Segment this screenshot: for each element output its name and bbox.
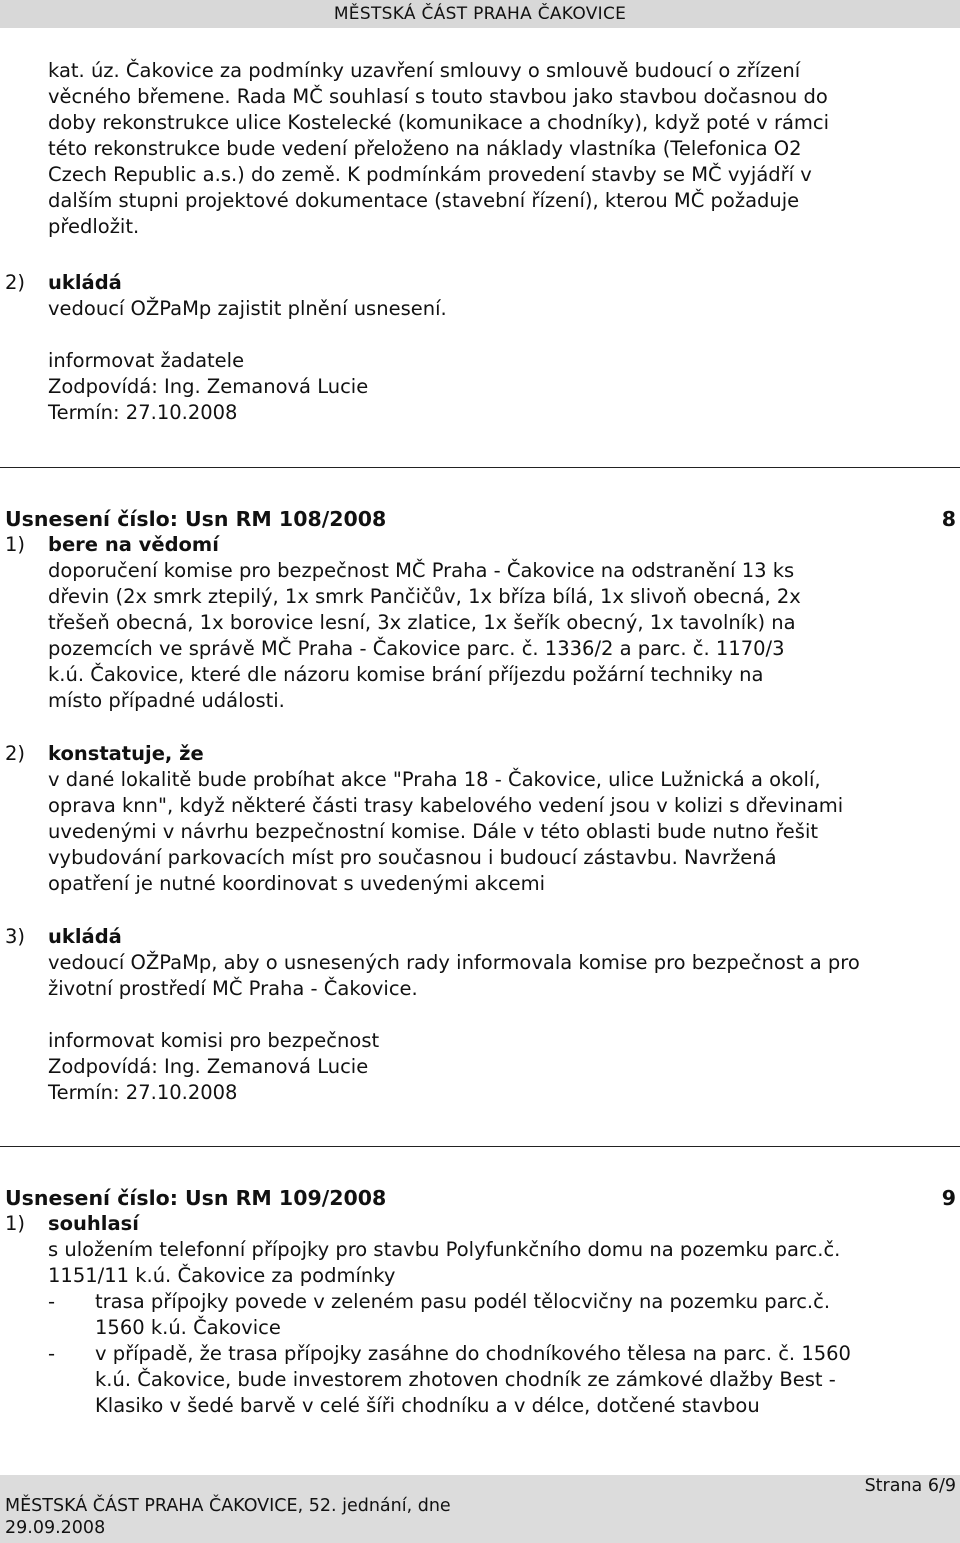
text-line: trasa přípojky povede v zeleném pasu podél tělocvičny na pozemku parc.č. bbox=[95, 1290, 831, 1313]
bullet-marker: - bbox=[48, 1342, 56, 1365]
page-header bbox=[0, 0, 960, 28]
text-line: třešeň obecná, 1x borovice lesní, 3x zlatice, 1x šeřík obecný, 1x tavolník) na bbox=[48, 611, 796, 634]
text-line: této rekonstrukce bude vedení přeloženo na náklady vlastníka (Telefonica O2 bbox=[48, 137, 802, 160]
text-line: kat. úz. Čakovice za podmínky uzavření smlouvy o smlouvě budoucí o zřízení bbox=[48, 59, 801, 82]
text-line: uvedenými v návrhu bezpečnostní komise. Dále v této oblasti bude nutno řešit bbox=[48, 820, 819, 843]
item-verb: ukládá bbox=[48, 271, 122, 294]
item-number: 1) bbox=[5, 533, 26, 556]
text-line: věcného břemene. Rada MČ souhlasí s touto stavbou jako stavbou dočasnou do bbox=[48, 85, 828, 108]
text-line: vedoucí OŽPaMp, aby o usnesených rady informovala komise pro bezpečnost a pro bbox=[48, 951, 860, 974]
text-line: v případě, že trasa přípojky zasáhne do chodníkového tělesa na parc. č. 1560 bbox=[95, 1342, 851, 1365]
text-line: dalším stupni projektové dokumentace (stavební řízení), kterou MČ požaduje bbox=[48, 189, 800, 212]
text-line: k.ú. Čakovice, bude investorem zhotoven chodník ze zámkové dlažby Best - bbox=[95, 1368, 836, 1391]
text-line: místo případné události. bbox=[48, 689, 285, 712]
text-line: životní prostředí MČ Praha - Čakovice. bbox=[48, 977, 418, 1000]
item-text bbox=[48, 767, 954, 897]
text-line: pozemcích ve správě MČ Praha - Čakovice parc. č. 1336/2 a parc. č. 1170/3 bbox=[48, 637, 785, 660]
task-info bbox=[48, 1028, 954, 1106]
text-line: k.ú. Čakovice, které dle názoru komise brání příjezdu požární techniky na bbox=[48, 663, 764, 686]
item-verb: souhlasí bbox=[48, 1212, 139, 1235]
item-verb: bere na vědomí bbox=[48, 533, 219, 556]
text-line: dřevin (2x smrk ztepilý, 1x smrk Pančičův, 1x bříza bílá, 1x slivoň obecná, 2x bbox=[48, 585, 801, 608]
text-line: oprava knn", když některé části trasy kabelového vedení jsou v kolizi s dřevinami bbox=[48, 794, 844, 817]
text-line: Klasiko v šedé barvě v celé šíři chodníku a v délce, dotčené stavbou bbox=[95, 1394, 760, 1417]
text-line: 1151/11 k.ú. Čakovice za podmínky bbox=[48, 1264, 396, 1287]
deadline-line: Termín: 27.10.2008 bbox=[48, 1081, 238, 1104]
section-divider bbox=[0, 467, 960, 468]
deadline-line: Termín: 27.10.2008 bbox=[48, 401, 238, 424]
responsible-line: Zodpovídá: Ing. Zemanová Lucie bbox=[48, 375, 369, 398]
item-number: 2) bbox=[5, 742, 26, 765]
resolution-title: Usnesení číslo: Usn RM 109/2008 bbox=[5, 1186, 387, 1210]
footer-line: MĚSTSKÁ ČÁST PRAHA ČAKOVICE, 52. jednání, dne bbox=[5, 1496, 451, 1516]
item-text: vedoucí OŽPaMp zajistit plnění usnesení. bbox=[48, 297, 447, 320]
item-text bbox=[48, 558, 954, 714]
bullet-marker: - bbox=[48, 1290, 56, 1313]
bullet-item bbox=[95, 1289, 955, 1341]
text-line: Czech Republic a.s.) do země. K podmínkám provedení stavby se MČ vyjádří v bbox=[48, 163, 812, 186]
resolution-title: Usnesení číslo: Usn RM 108/2008 bbox=[5, 507, 387, 531]
footer-date: 29.09.2008 bbox=[5, 1518, 106, 1538]
item-text bbox=[48, 1237, 954, 1289]
responsible-line: Zodpovídá: Ing. Zemanová Lucie bbox=[48, 1055, 369, 1078]
text-line: v dané lokalitě bude probíhat akce "Praha 18 - Čakovice, ulice Lužnická a okolí, bbox=[48, 768, 821, 791]
header-title: MĚSTSKÁ ČÁST PRAHA ČAKOVICE bbox=[333, 4, 627, 24]
text-line: předložit. bbox=[48, 215, 140, 238]
resolution-number: 9 bbox=[941, 1186, 956, 1210]
text-line: 1560 k.ú. Čakovice bbox=[95, 1316, 281, 1339]
bullet-item bbox=[95, 1341, 955, 1419]
task-line: informovat komisi pro bezpečnost bbox=[48, 1029, 380, 1052]
prev-resolution-text bbox=[48, 58, 954, 240]
text-line: doby rekonstrukce ulice Kostelecké (komunikace a chodníky), když poté v rámci bbox=[48, 111, 830, 134]
item-number: 1) bbox=[5, 1212, 26, 1235]
text-line: opatření je nutné koordinovat s uvedenými akcemi bbox=[48, 872, 546, 895]
item-number: 2) bbox=[5, 271, 26, 294]
text-line: s uložením telefonní přípojky pro stavbu Polyfunkčního domu na pozemku parc.č. bbox=[48, 1238, 841, 1261]
item-verb: ukládá bbox=[48, 925, 122, 948]
footer-meeting-info bbox=[5, 1495, 525, 1539]
text-line: vybudování parkovacích míst pro současnou i budoucí zástavbu. Navržená bbox=[48, 846, 777, 869]
section-divider bbox=[0, 1146, 960, 1147]
text-line: doporučení komise pro bezpečnost MČ Praha - Čakovice na odstranění 13 ks bbox=[48, 559, 795, 582]
item-number: 3) bbox=[5, 925, 26, 948]
page-number: Strana 6/9 bbox=[864, 1476, 956, 1496]
task-line: informovat žadatele bbox=[48, 349, 245, 372]
item-text bbox=[48, 950, 954, 1002]
task-info bbox=[48, 348, 954, 426]
resolution-number: 8 bbox=[941, 507, 956, 531]
page-footer bbox=[0, 1475, 960, 1543]
item-verb: konstatuje, že bbox=[48, 742, 204, 765]
